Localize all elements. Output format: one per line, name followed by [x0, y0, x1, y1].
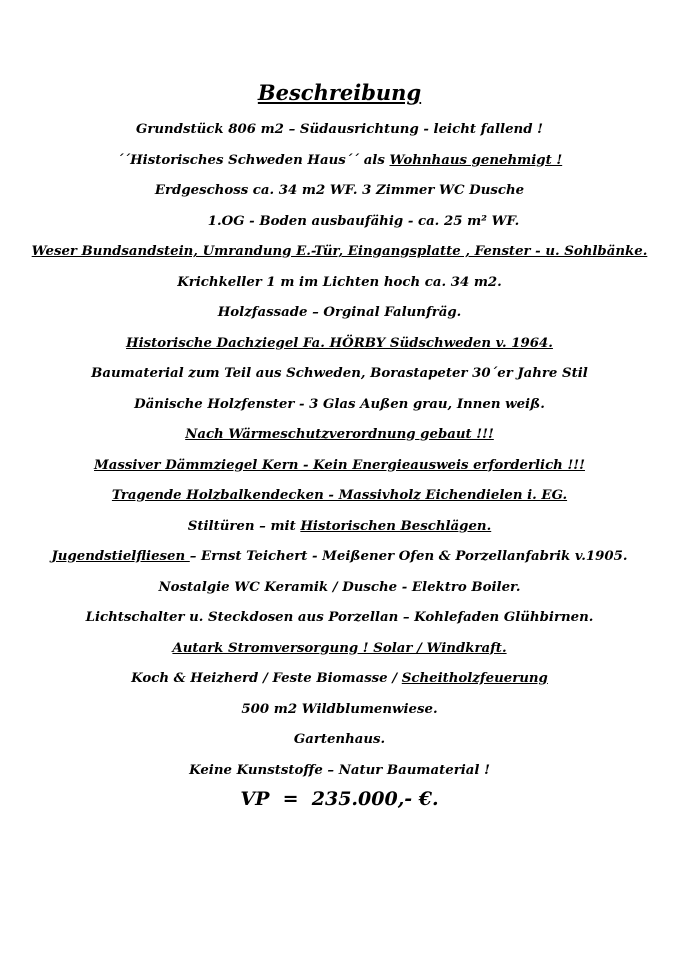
line-ceilings	[0, 486, 679, 517]
line-underlined-text: Jugendstielfliesen	[51, 549, 190, 564]
line-text: Krichkeller 1 m im Lichten hoch ca. 34 m2.	[177, 274, 502, 290]
line-text: Lichtschalter u. Steckdosen aus Porzellan – Kohlefaden Glühbirnen.	[85, 610, 594, 625]
line-text: Erdgeschoss ca. 34 m2 WF. 3 Zimmer WC Dusche	[154, 183, 525, 198]
line-underlined-text: Nach Wärmeschutzverordnung gebaut !!!	[185, 427, 494, 442]
line-text: 1.OG - Boden ausbaufähig - ca. 25 m² WF.	[207, 213, 520, 229]
line-doors	[0, 517, 679, 548]
line-cellar	[0, 273, 679, 304]
line-power-supply	[0, 639, 679, 670]
line-garden-house	[0, 730, 679, 761]
line-meadow	[0, 700, 679, 731]
line-text: Keine Kunststoffe – Natur Baumaterial !	[189, 762, 490, 778]
line-underlined-text: Massiver Dämmziegel Kern - Kein Energieausweis erforderlich !!!	[94, 457, 585, 473]
line-plot	[0, 120, 679, 151]
line-sandstone	[0, 242, 679, 273]
line-underlined-text: Tragende Holzbalkendecken - Massivholz Eichendielen i. EG.	[111, 488, 568, 503]
line-text: 500 m2 Wildblumenwiese.	[241, 701, 438, 717]
line-underlined-text: Scheitholzfeuerung	[401, 671, 548, 686]
line-insulating-brick	[0, 456, 679, 487]
line-underlined-text: Weser Bundsandstein, Umrandung E.-Tür, Eingangsplatte , Fenster - u. Sohlbänke.	[31, 244, 648, 259]
line-bathroom	[0, 578, 679, 609]
line-text: Gartenhaus.	[293, 732, 386, 747]
line-text: ´´Historisches Schweden Haus´´ als	[116, 152, 390, 168]
line-insulation-regulation	[0, 425, 679, 456]
line-building-material	[0, 364, 679, 395]
line-roof-tiles	[0, 334, 679, 365]
line-text: Baumaterial zum Teil aus Schweden, Borastapeter 30´er Jahre Stil	[91, 366, 588, 381]
line-text: Grundstück 806 m2 – Südausrichtung - leicht fallend !	[136, 122, 543, 137]
line-text: Koch & Heizherd / Feste Biomasse /	[131, 671, 402, 686]
price-line: VP = 235.000,- €.	[240, 788, 439, 810]
description-list	[0, 120, 679, 791]
line-text: Stiltüren – mit	[187, 518, 301, 534]
line-underlined-text: Historische Dachziegel Fa. HÖRBY Südschweden v. 1964.	[126, 335, 553, 351]
line-upper-floor	[0, 212, 679, 243]
line-no-plastics	[0, 761, 679, 792]
line-ground-floor	[0, 181, 679, 212]
line-text: Holzfassade – Orginal Falunfräg.	[217, 305, 462, 320]
line-windows	[0, 395, 679, 426]
line-tiles	[0, 547, 679, 578]
line-text: – Ernst Teichert - Meißener Ofen & Porzellanfabrik v.1905.	[189, 549, 628, 564]
line-switches	[0, 608, 679, 639]
line-stove	[0, 669, 679, 700]
line-underlined-text: Autark Stromversorgung ! Solar / Windkraft.	[172, 640, 507, 656]
line-underlined-text: Historischen Beschlägen.	[300, 518, 492, 534]
line-facade	[0, 303, 679, 334]
line-underlined-text: Wohnhaus genehmigt !	[389, 152, 563, 168]
line-text: Dänische Holzfenster - 3 Glas Außen grau, Innen weiß.	[134, 396, 545, 412]
page-title: Beschreibung	[257, 80, 422, 105]
line-text: Nostalgie WC Keramik / Dusche - Elektro Boiler.	[158, 579, 521, 595]
line-historic-house	[0, 151, 679, 182]
